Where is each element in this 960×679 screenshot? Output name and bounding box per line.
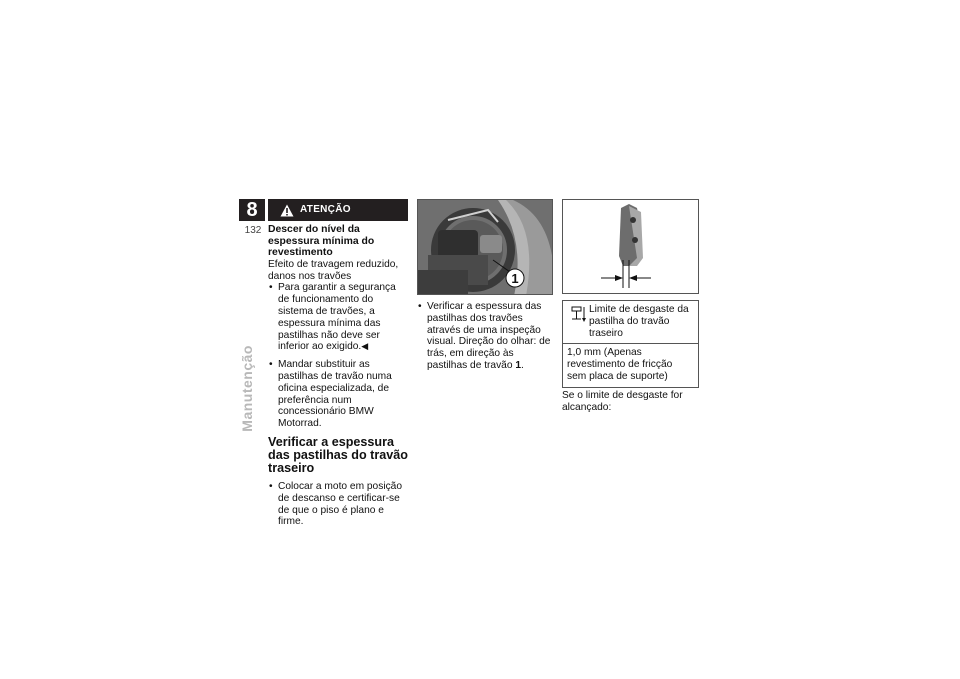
warning-bullets bbox=[268, 282, 408, 430]
spec-value: 1,0 mm (Apenas revestimento de fricção sem placa de suporte) bbox=[567, 347, 673, 382]
inspection-bullets bbox=[417, 301, 553, 372]
photo-callout: 1 bbox=[511, 271, 519, 286]
spec-title-row bbox=[563, 301, 698, 343]
list-item: • Verificar a espessura das pastilhas dos travões através de uma inspeção visual. Direção do olhar: de trás, em direção às pastilhas de travão 1. bbox=[417, 301, 553, 372]
spec-value-row bbox=[563, 343, 698, 386]
spec-table bbox=[562, 300, 699, 388]
wear-limit-icon bbox=[567, 304, 589, 324]
brake-pad-wear-drawing bbox=[563, 200, 698, 293]
list-item: • Para garantir a segurança de funcionamento do sistema de travões, a espessura mínima das pastilhas não deve ser inferior ao exigido.◀ bbox=[268, 282, 408, 353]
spec-title: Limite de desgaste da pastilha do travão traseiro bbox=[589, 304, 689, 339]
warning-triangle-icon bbox=[280, 204, 294, 217]
section-bullets bbox=[268, 481, 408, 528]
column-photo bbox=[417, 199, 553, 378]
chapter-side-title bbox=[237, 345, 267, 445]
chapter-number-tab: 8 bbox=[239, 199, 265, 221]
section-title: Verificar a espessura das pastilhas do travão traseiro bbox=[268, 434, 408, 475]
list-item: • Colocar a moto em posição de descanso e certificar-se de que o piso é plano e firme. bbox=[268, 481, 408, 528]
callout-ref: 1 bbox=[515, 359, 522, 371]
column-warning bbox=[268, 199, 408, 534]
warning-bar bbox=[268, 199, 408, 221]
warning-heading: Descer do nível da espessura mínima do revestimento bbox=[268, 224, 375, 259]
page-number: 132 bbox=[244, 225, 262, 236]
list-item: • Mandar substituir as pastilhas de travão numa oficina especializada, de preferência num concessionário BMW Motorrad. bbox=[268, 359, 408, 430]
end-mark: ◀ bbox=[361, 341, 369, 352]
warning-label: ATENÇÃO bbox=[300, 204, 351, 216]
brake-pad-diagram bbox=[562, 199, 699, 294]
column-spec bbox=[562, 199, 699, 413]
after-table-text: Se o limite de desgaste for alcançado: bbox=[562, 389, 683, 413]
brake-photo bbox=[417, 199, 553, 295]
warning-text: Efeito de travagem reduzido, danos nos travões bbox=[268, 258, 399, 282]
chapter-title: Manutenção bbox=[239, 345, 255, 432]
brake-caliper-photo-drawing bbox=[418, 200, 553, 295]
